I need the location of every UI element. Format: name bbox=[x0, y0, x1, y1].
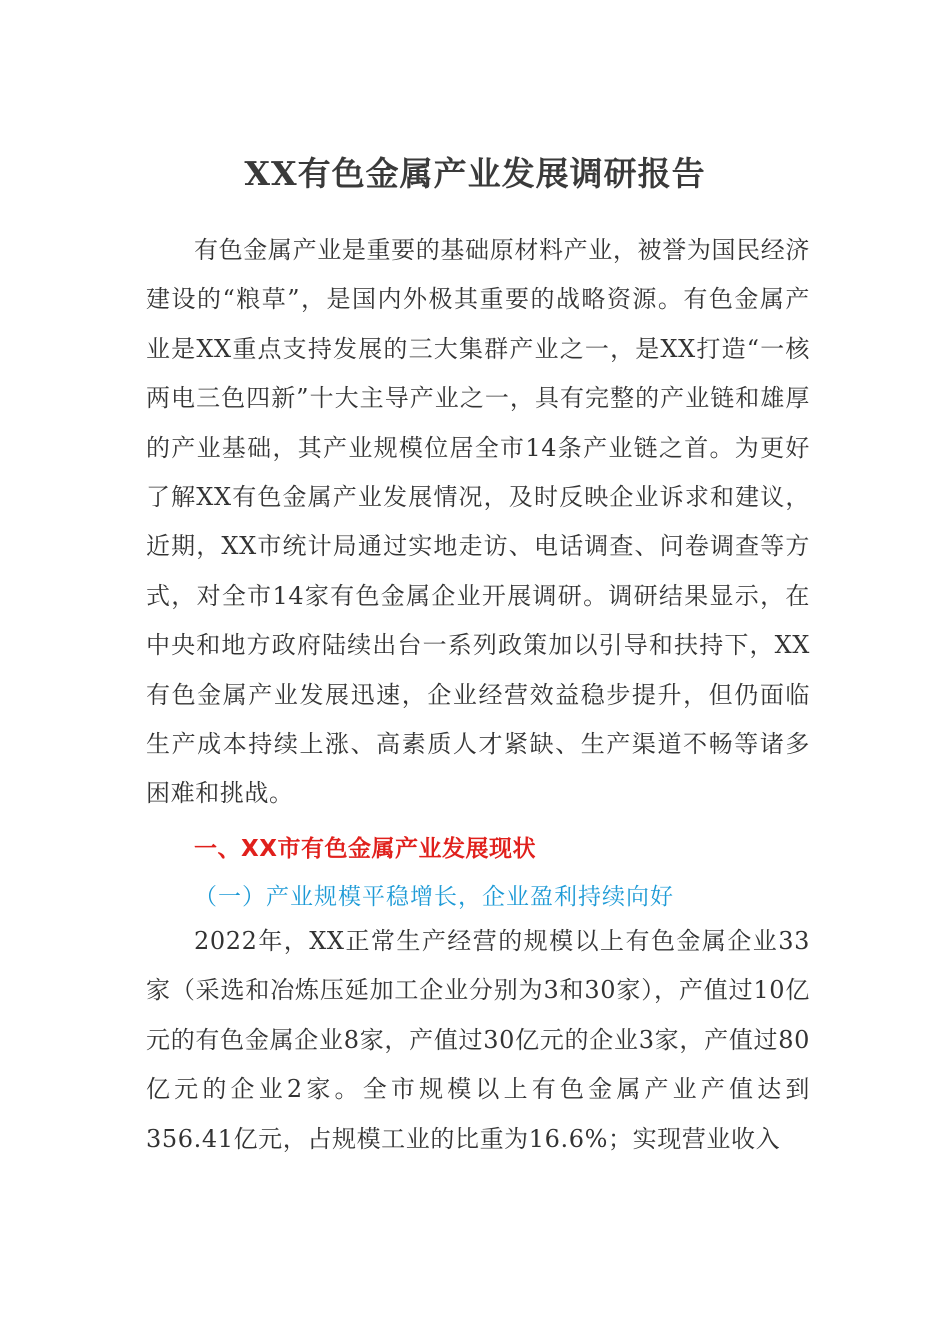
intro-paragraph: 有色金属产业是重要的基础原材料产业，被誉为国民经济建设的“粮草”，是国内外极其重要的战略资源。有色金属产业是XX重点支持发展的三大集群产业之一，是XX打造“一核两电三色四新”十大主导产业之一，具有完整的产业链和雄厚的产业基础，其产业规模位居全市14条产业链之首。为更好了解XX有色金属产业发展情况，及时反映企业诉求和建议，近期，XX市统计局通过实地走访、电话调查、问卷调查等方式，对全市14家有色金属企业开展调研。调研结果显示，在中央和地方政府陆续出台一系列政策加以引导和扶持下，XX有色金属产业发展迅速，企业经营效益稳步提升，但仍面临生产成本持续上涨、高素质人才紧缺、生产渠道不畅等诸多困难和挑战。 bbox=[146, 236, 810, 808]
section-heading: 一、XX市有色金属产业发展现状 bbox=[194, 836, 536, 862]
subsection-heading: （一）产业规模平稳增长，企业盈利持续向好 bbox=[194, 884, 674, 910]
document-title: XX有色金属产业发展调研报告 bbox=[244, 154, 706, 193]
body-paragraph: 2022年，XX正常生产经营的规模以上有色金属企业33家（采选和冶炼压延加工企业分别为3和30家），产值过10亿元的有色金属企业8家，产值过30亿元的企业3家，产值过80亿元的企业2家。全市规模以上有色金属产业产值达到356.41亿元，占规模工业的比重为16.6%；实现营业收入 bbox=[146, 927, 810, 1153]
